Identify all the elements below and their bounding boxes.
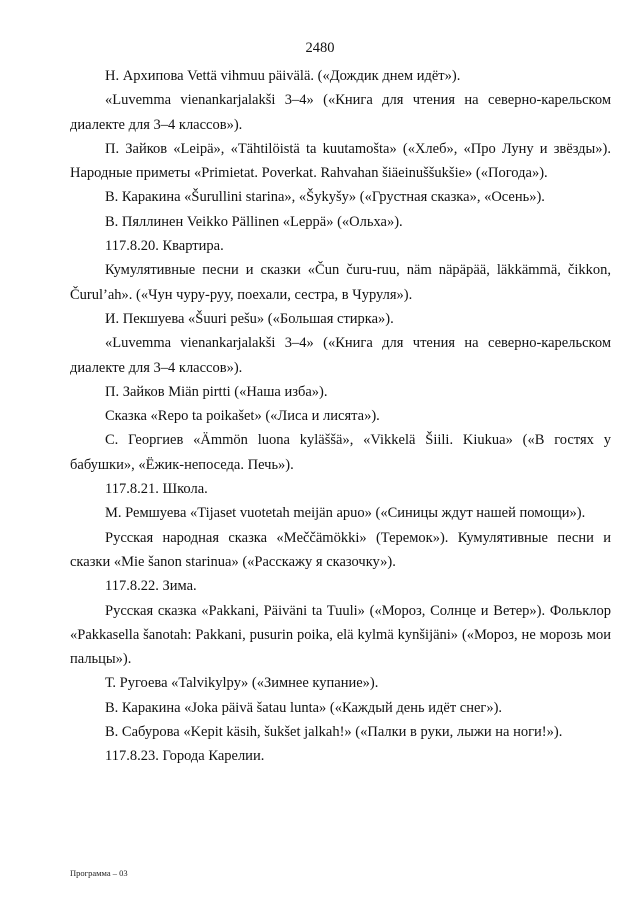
paragraph: Н. Архипова Vettä vihmuu päivälä. («Дождик днем идёт»). [105, 68, 461, 84]
page-number: 2480 [305, 40, 335, 56]
paragraph: Русская сказка «Pakkani, Päiväni ta Tuuli» («Мороз, Солнце и Ветер»). Фольклор «Pakkasella šanotah: Pakkani, pusurin poika, elä kylmä kynšijäni» («Мороз, не морозь мои пальцы»). [70, 602, 611, 668]
section-heading: 117.8.20. Квартира. [105, 238, 224, 255]
paragraph: В. Пяллинен Veikko Pällinen «Leppä» («Ольха»). [105, 213, 403, 230]
paragraph: Т. Ругоева «Talvikylpy» («Зимнее купание»). [105, 675, 379, 692]
paragraph: П. Зайков «Leipä», «Tähtilöistä ta kuutamošta» («Хлеб», «Про Луну и звёзды»). Народные приметы «Primietat. Poverkat. Rahvahan šiäeinuššukšie» («Погода»). [70, 140, 611, 182]
paragraph: Русская народная сказка «Meččämökki» (Теремок»). Кумулятивные песни и сказки «Mie šanon starinua» («Расскажу я сказочку»). [70, 529, 611, 570]
footer-label: Программа – 03 [70, 868, 128, 878]
paragraph: И. Пекшуева «Šuuri pešu» («Большая стирка»). [105, 310, 394, 327]
paragraph: С. Георгиев «Ämmön luona kyläššä», «Vikkelä Šiili. Kiukua» («В гостях у бабушки», «Ёжик-непоседа. Печь»). [70, 432, 611, 473]
paragraph: В. Каракина «Joka päivä šatau lunta» («Каждый день идёт снег»). [105, 699, 503, 716]
paragraph: В. Сабурова «Kepit käsih, šukšet jalkah!» («Палки в руки, лыжи на ноги!»). [105, 724, 563, 741]
paragraph: М. Ремшуева «Tijaset vuotetah meijän apuo» («Синицы ждут нашей помощи»). [105, 505, 586, 522]
paragraph: В. Каракина «Šurullini starina», «Šykyšy» («Грустная сказка», «Осень»). [105, 189, 545, 206]
paragraph: Кумулятивные песни и сказки «Čun čuru-ruu, näm näpäpää, läkkämmä, čikkon, Čurul’ah». («Чун чуру-руу, поехали, сестра, в Чуруля»). [70, 262, 611, 303]
paragraph: «Luvemma vienankarjalakši 3–4» («Книга для чтения на северно-карельском диалекте для 3–4 классов»). [70, 335, 611, 376]
section-heading: 117.8.23. Города Карелии. [105, 748, 265, 765]
paragraph: «Luvemma vienankarjalakši 3–4» («Книга для чтения на северно-карельском диалекте для 3–4 классов»). [70, 92, 611, 133]
section-heading: 117.8.22. Зима. [105, 578, 197, 595]
section-heading: 117.8.21. Школа. [105, 481, 208, 498]
paragraph: Сказка «Repo ta poikašet» («Лиса и лисята»). [105, 408, 380, 425]
paragraph: П. Зайков Miän pirtti («Наша изба»). [105, 383, 328, 400]
body-text [70, 64, 611, 769]
